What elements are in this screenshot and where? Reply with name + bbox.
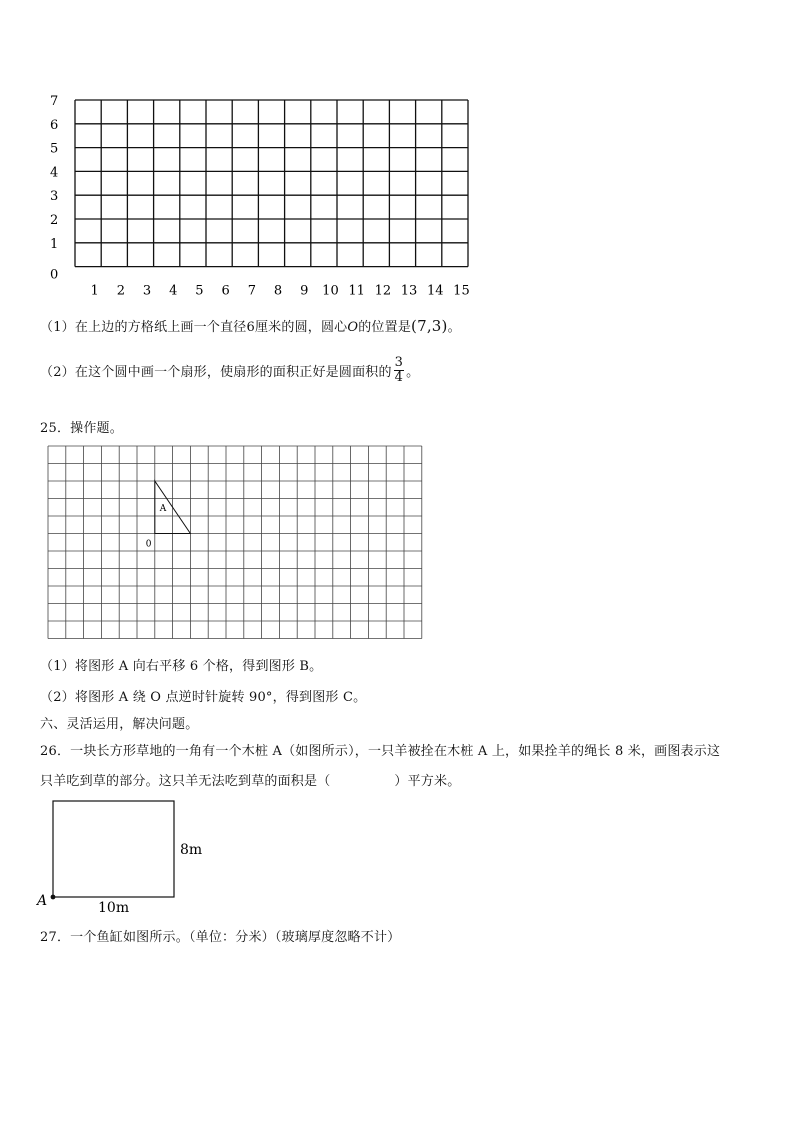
x-tick-label: 7 [247,283,256,298]
y-tick-label: 6 [50,117,59,133]
x-tick-label: 12 [374,283,392,298]
x-tick-label: 2 [116,283,125,298]
q24-part1 [40,316,461,335]
q26-line2 [40,770,460,789]
x-tick-label: 10 [322,283,339,298]
q25-title: 25．操作题。 [40,421,123,436]
q24-center-var: O [347,320,359,335]
y-tick-label: 2 [50,213,59,228]
q24-part1-text-a: （1）在上边的方格纸上画一个直径 [40,320,247,335]
x-tick-label: 14 [426,283,444,298]
coordinate-grid [40,88,490,298]
stake-label: A [37,893,48,909]
x-tick-label: 5 [195,283,204,298]
q24-part2 [40,356,419,385]
section-heading: 六、灵活运用，解决问题。 [40,717,199,732]
bottom-length-label: 10m [98,900,130,916]
q26-line2-text: 只羊吃到草的部分。这只羊无法吃到草的面积是（ [40,774,331,789]
fraction-numerator: 3 [394,355,404,370]
y-tick-label: 3 [50,189,59,205]
q24-part1-text-c: 的位置是 [358,320,412,335]
y-tick-label: 1 [50,236,59,252]
side-length-label: 8m [180,842,203,858]
q26-line1: 26．一块长方形草地的一角有一个木桩 A（如图所示），一只羊被拴在木桩 A 上，如果拴羊的绳长 8 米，画图表示这 [40,744,721,759]
stake-point [51,895,56,900]
y-tick-label: 7 [50,94,59,109]
y-tick-label: 5 [50,141,59,157]
grid-lines [75,100,468,267]
x-tick-label: 4 [169,283,178,298]
fraction [394,356,404,385]
x-tick-label: 15 [453,283,470,298]
q27-text: 27．一个鱼缸如图所示。（单位：分米）（玻璃厚度忽略不计） [40,930,401,945]
x-tick-label: 13 [400,283,418,298]
q24-diameter: 6 [246,320,255,335]
x-tick-label: 6 [221,283,230,298]
q24-part2-text: （2）在这个圆中画一个扇形，使扇形的面积正好是圆面积的 [40,365,392,380]
y-tick-label: 4 [50,165,59,181]
x-tick-label: 8 [273,283,283,298]
y-tick-label: 0 [50,267,59,283]
q25-part1: （1）将图形 A 向右平移 6 个格，得到图形 B。 [40,659,323,674]
q25-part2: （2）将图形 A 绕 O 点逆时针旋转 90°，得到图形 C。 [40,690,367,705]
grid-lines [48,446,422,639]
q26-line2-end: ）平方米。 [394,774,461,789]
x-tick-label: 11 [348,283,365,298]
q24-center-coord: (7,3) [411,317,448,335]
transformation-grid [46,444,426,640]
shape-label-a: A [159,503,167,514]
point-label-o: 0 [145,539,152,550]
fraction-denominator: 4 [394,370,404,385]
x-tick-label: 1 [90,283,99,298]
rectangle-figure [34,796,224,918]
x-tick-label: 9 [300,283,309,298]
x-tick-label: 3 [142,283,152,298]
q24-part2-end: 。 [406,365,420,380]
q24-part1-text-b: 厘米的圆，圆心 [254,320,348,335]
grass-rectangle [53,801,174,897]
q24-part1-end: 。 [447,320,461,335]
